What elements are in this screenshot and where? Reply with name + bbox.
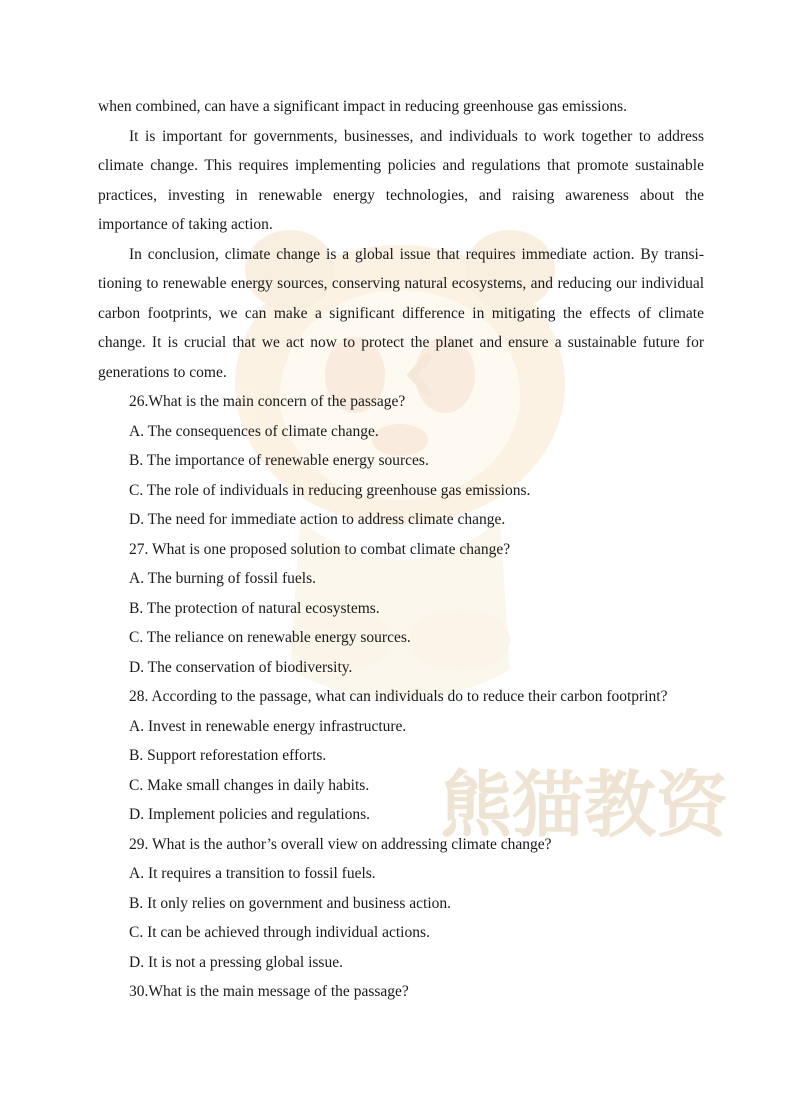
answer-option: D. Implement policies and regulations. <box>129 806 371 823</box>
answer-option: A. Invest in renewable energy infrastructure. <box>129 717 407 735</box>
answer-option: C. The role of individuals in reducing greenhouse gas emissions. <box>129 481 531 499</box>
question-stem: 28. According to the passage, what can individuals do to reduce their carbon footprint? <box>129 688 668 705</box>
answer-option: C. It can be achieved through individual actions. <box>129 924 430 941</box>
answer-option: D. The conservation of biodiversity. <box>129 658 353 676</box>
watermark-text: 熊猫教资 <box>440 763 729 847</box>
question-stem: 30.What is the main message of the passage? <box>129 983 409 1000</box>
answer-option: C. The reliance on renewable energy sources. <box>129 629 411 646</box>
passage-paragraph-end: when combined, can have a significant impact in reducing greenhouse gas emissions. <box>98 98 627 115</box>
answer-option: B. The protection of natural ecosystems. <box>129 599 380 617</box>
answer-option: A. The burning of fossil fuels. <box>129 570 316 587</box>
question-30 <box>98 977 704 1007</box>
answer-option: A. The consequences of climate change. <box>129 422 379 440</box>
question-stem: 27. What is one proposed solution to combat climate change? <box>129 540 511 558</box>
question-29 <box>98 830 704 978</box>
answer-option: C. Make small changes in daily habits. <box>129 776 370 794</box>
answer-option: D. The need for immediate action to address climate change. <box>129 511 506 528</box>
answer-option: B. The importance of renewable energy sources. <box>129 452 429 469</box>
answer-option: A. It requires a transition to fossil fuels. <box>129 865 376 882</box>
question-26 <box>98 387 704 535</box>
page-content <box>98 92 704 1007</box>
answer-option: B. It only relies on government and business action. <box>129 894 451 912</box>
question-27 <box>98 535 704 683</box>
question-28 <box>98 682 704 830</box>
passage-paragraph: It is important for governments, businesses, and individuals to work together to address climate change. This requires implementing policies and regulations that promote sustainable practices, investing in renewable energy technologies, and raising awareness about the importance of taking action. <box>98 127 704 233</box>
answer-option: B. Support reforestation efforts. <box>129 747 327 764</box>
question-stem: 29. What is the author’s overall view on addressing climate change? <box>129 835 552 853</box>
question-stem: 26.What is the main concern of the passage? <box>129 393 406 410</box>
passage-paragraph-conclusion: In conclusion, climate change is a global issue that requires immediate action. By transi-tioning to renewable energy sources, conserving natural ecosystems, and reducing our individual carbon footprints, we can make a significant difference in mitigating the effects of climate change. It is crucial that we act now to protect the planet and ensure a sustainable future for generations to come. <box>98 245 704 381</box>
answer-option: D. It is not a pressing global issue. <box>129 953 343 971</box>
